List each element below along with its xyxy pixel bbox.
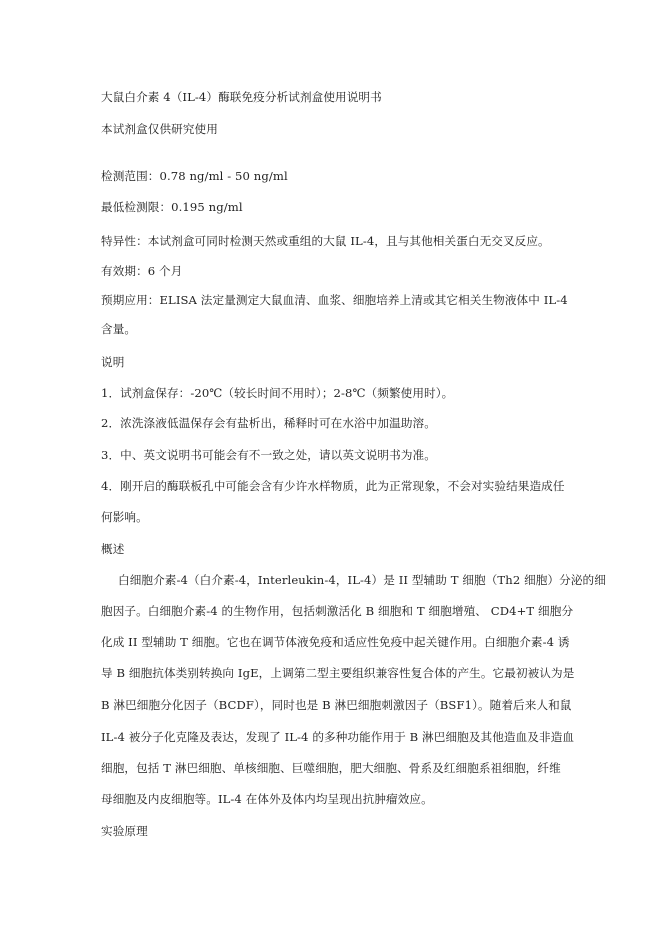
- note-item-1: 1．试剂盒保存：-20℃（较长时间不用时）；2-8℃（频繁使用时）。: [101, 386, 454, 400]
- note-item-4-line-2: 何影响。: [101, 510, 148, 524]
- overview-line: 胞因子。白细胞介素-4 的生物作用，包括刺激活化 B 细胞和 T 细胞增殖、 CD4+T 细胞分: [101, 604, 574, 618]
- note-item-4-line-1: 4．刚开启的酶联板孔中可能会含有少许水样物质，此为正常现象，不会对实验结果造成任: [101, 479, 565, 493]
- principle-heading: 实验原理: [101, 824, 148, 838]
- overview-line: 导 B 细胞抗体类别转换向 IgE，上调第二型主要组织兼容性复合体的产生。它最初被认为是: [101, 666, 575, 680]
- overview-heading: 概述: [101, 542, 125, 556]
- overview-line: 化成 II 型辅助 T 细胞。它也在调节体液免疫和适应性免疫中起关键作用。白细胞介素-4 诱: [101, 635, 570, 649]
- research-use-notice: 本试剂盒仅供研究使用: [101, 122, 218, 136]
- overview-line: 母细胞及内皮细胞等。IL-4 在体外及体内均呈现出抗肿瘤效应。: [101, 792, 433, 806]
- overview-line: B 淋巴细胞分化因子（BCDF），同时也是 B 淋巴细胞刺激因子（BSF1）。随着后来人和鼠: [101, 698, 572, 712]
- detection-range: 检测范围：0.78 ng/ml - 50 ng/ml: [101, 169, 288, 183]
- overview-line: IL-4 被分子化克隆及表达，发现了 IL-4 的多种功能作用于 B 淋巴细胞及其他造血及非造血: [101, 730, 575, 744]
- overview-line: 白细胞介素-4（白介素-4，Interleukin-4，IL-4）是 II 型辅助 T 细胞（Th2 细胞）分泌的细: [118, 573, 606, 587]
- lowest-detection-limit: 最低检测限：0.195 ng/ml: [101, 200, 243, 214]
- validity-period: 有效期：6 个月: [101, 264, 183, 278]
- notes-heading: 说明: [101, 355, 125, 369]
- note-item-3: 3．中、英文说明书可能会有不一致之处，请以英文说明书为准。: [101, 448, 436, 462]
- overview-line: 细胞，包括 T 淋巴细胞、单核细胞、巨噬细胞，肥大细胞、骨系及红细胞系祖细胞，纤维: [101, 761, 561, 775]
- specificity: 特异性：本试剂盒可同时检测天然或重组的大鼠 IL-4，且与其他相关蛋白无交叉反应。: [101, 234, 550, 248]
- note-item-2: 2．浓洗涤液低温保存会有盐析出，稀释时可在水浴中加温助溶。: [101, 416, 436, 430]
- intended-use-line-2: 含量。: [101, 322, 137, 336]
- document-title: 大鼠白介素 4（IL-4）酶联免疫分析试剂盒使用说明书: [101, 90, 382, 104]
- intended-use-line-1: 预期应用：ELISA 法定量测定大鼠血清、血浆、细胞培养上清或其它相关生物液体中 IL-4: [101, 293, 568, 307]
